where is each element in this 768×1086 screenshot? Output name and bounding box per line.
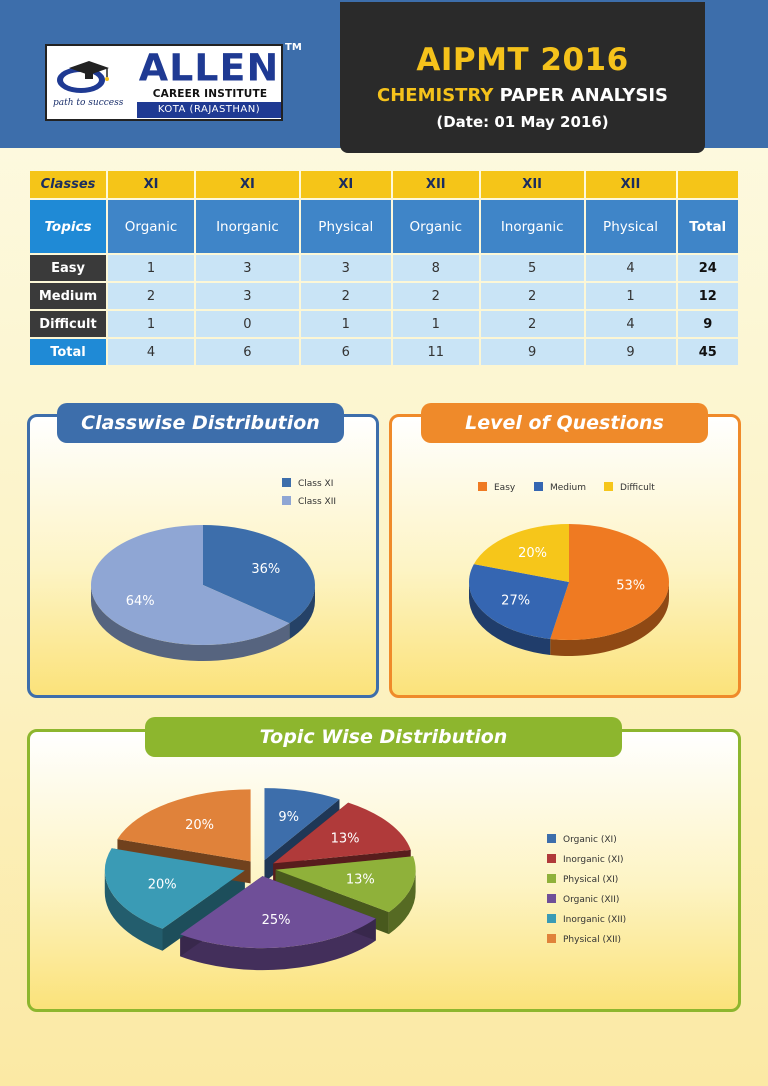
legend-label: Easy (494, 483, 516, 493)
pie-label: 20% (185, 818, 215, 834)
legend-swatch (547, 934, 556, 943)
topics-header: Topics (30, 200, 106, 253)
legend-swatch (547, 914, 556, 923)
table-cell: 2 (481, 283, 584, 309)
pie-label: 53% (616, 578, 646, 594)
table-cell: 8 (393, 255, 479, 281)
legend-label: Organic (XI) (563, 835, 617, 845)
level-pie-legend (478, 482, 655, 493)
page-date: (Date: 01 May 2016) (436, 113, 609, 131)
table-cell: 1 (586, 283, 676, 309)
class-cell: XI (196, 171, 299, 198)
table-cell: 1 (108, 311, 194, 337)
pie-label: 36% (251, 562, 281, 578)
legend-swatch (282, 496, 291, 505)
legend-swatch (282, 478, 291, 487)
topic-cell: Inorganic (481, 200, 584, 253)
class-cell: XI (301, 171, 391, 198)
table-cell: 4 (586, 255, 676, 281)
legend-label: Medium (550, 483, 586, 493)
topic-cell: Physical (301, 200, 391, 253)
table-cell: 5 (481, 255, 584, 281)
legend-label: Inorganic (XII) (563, 915, 627, 925)
row-label: Total (30, 339, 106, 365)
topicwise-pie-legend (547, 834, 626, 945)
row-total: 45 (678, 339, 739, 365)
row-label: Medium (30, 283, 106, 309)
legend-swatch (547, 854, 556, 863)
topicwise-title: Topic Wise Distribution (145, 717, 622, 757)
pie-label: 27% (501, 593, 531, 609)
class-cell: XII (481, 171, 584, 198)
trademark: TM (285, 42, 302, 53)
table-cell: 3 (196, 255, 299, 281)
row-total: 9 (678, 311, 739, 337)
table-cell: 9 (586, 339, 676, 365)
subject-label: CHEMISTRY (377, 85, 494, 106)
pie-label: 20% (518, 545, 548, 561)
legend-swatch (478, 482, 487, 491)
topic-cell: Organic (393, 200, 479, 253)
table-cell: 3 (301, 255, 391, 281)
legend-label: Difficult (620, 483, 655, 493)
table-cell: 6 (196, 339, 299, 365)
classes-header: Classes (30, 171, 106, 198)
table-cell: 4 (586, 311, 676, 337)
table-cell: 1 (393, 311, 479, 337)
legend-label: Physical (XI) (563, 875, 619, 885)
legend-label: Class XII (298, 497, 337, 507)
legend-label: Inorganic (XI) (563, 855, 624, 865)
table-cell: 9 (481, 339, 584, 365)
pie-label: 64% (125, 593, 155, 609)
pie-label: 20% (147, 877, 177, 893)
legend-swatch (547, 874, 556, 883)
legend-swatch (547, 894, 556, 903)
legend-label: Physical (XII) (563, 935, 621, 945)
classwise-title: Classwise Distribution (57, 403, 344, 443)
topic-cell: Organic (108, 200, 194, 253)
level-title: Level of Questions (421, 403, 708, 443)
total-header: Total (678, 200, 739, 253)
pie-label: 13% (330, 831, 360, 847)
logo-subtitle: CAREER INSTITUTE (152, 88, 268, 100)
pie-label: 13% (345, 872, 375, 888)
pie-label: 25% (261, 913, 291, 929)
legend-swatch (534, 482, 543, 491)
classwise-pie-legend (282, 478, 336, 507)
row-label: Difficult (30, 311, 106, 337)
table-cell: 1 (301, 311, 391, 337)
topic-cell: Physical (586, 200, 676, 253)
pie-label: 9% (278, 810, 299, 826)
topic-cell: Inorganic (196, 200, 299, 253)
row-total: 24 (678, 255, 739, 281)
topicwise-pie (105, 788, 416, 970)
legend-label: Class XI (298, 479, 334, 489)
row-total: 12 (678, 283, 739, 309)
table-cell: 6 (301, 339, 391, 365)
logo-brand: ALLEN (138, 46, 280, 90)
table-cell: 2 (108, 283, 194, 309)
table-cell: 0 (196, 311, 299, 337)
legend-swatch (547, 834, 556, 843)
classwise-pie (91, 525, 315, 661)
class-cell: XII (393, 171, 479, 198)
table-cell: 11 (393, 339, 479, 365)
table-cell: 3 (196, 283, 299, 309)
row-label: Easy (30, 255, 106, 281)
legend-swatch (604, 482, 613, 491)
table-cell: 2 (301, 283, 391, 309)
level-pie (469, 524, 669, 656)
table-cell: 2 (393, 283, 479, 309)
table-cell: 4 (108, 339, 194, 365)
legend-label: Organic (XII) (563, 895, 620, 905)
class-cell: XII (586, 171, 676, 198)
class-cell: XI (108, 171, 194, 198)
analysis-label: PAPER ANALYSIS (499, 85, 668, 106)
logo-location: KOTA (RAJASTHAN) (137, 102, 281, 118)
logo-tagline: path to success (53, 98, 124, 108)
page-title: AIPMT 2016 (416, 42, 629, 78)
table-cell: 1 (108, 255, 194, 281)
table-cell: 2 (481, 311, 584, 337)
